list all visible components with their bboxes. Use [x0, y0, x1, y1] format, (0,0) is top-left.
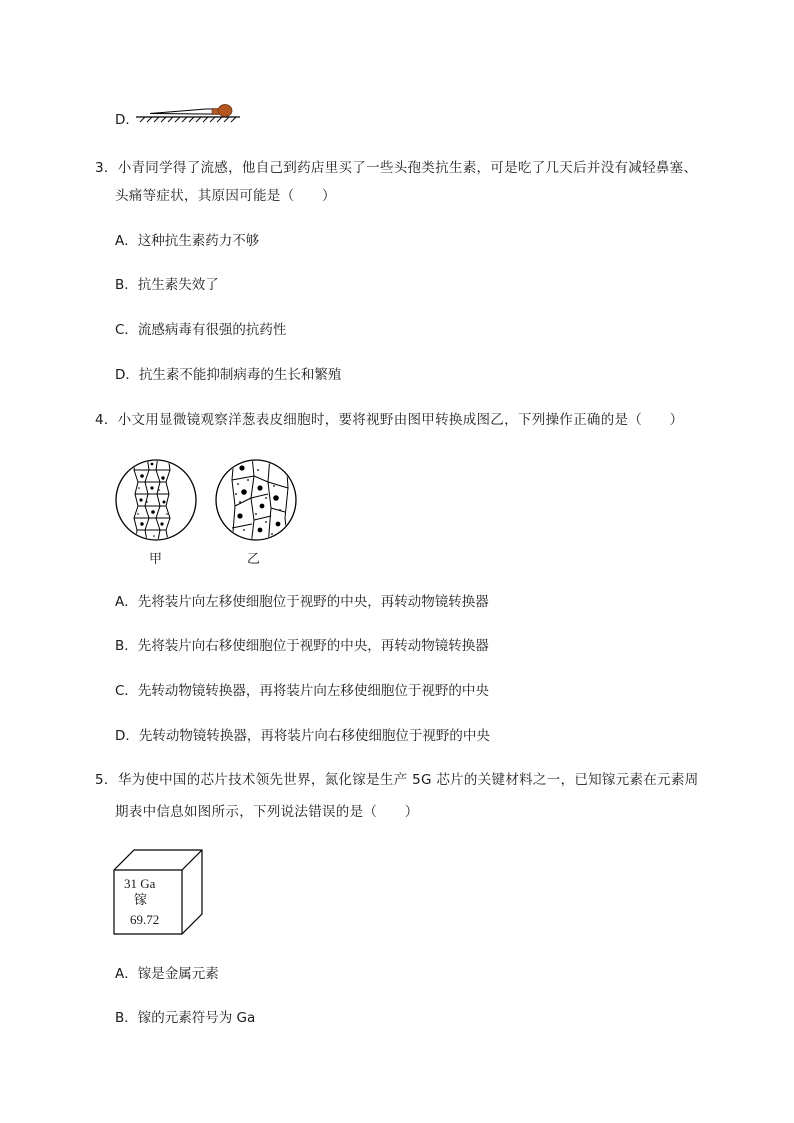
caption-yi: 乙: [247, 552, 261, 567]
q5-option-b: B．镓的元素符号为 Ga: [115, 1010, 256, 1026]
dropper-lying-illustration: [136, 100, 242, 126]
q4-option-c: C．先转动物镜转换器，再将装片向左移使细胞位于视野的中央: [115, 683, 489, 699]
q3-stem-line1: 3．小青同学得了流感，他自己到药店里买了一些头孢类抗生素，可是吃了几天后并没有减轻鼻塞、: [95, 160, 698, 176]
microscope-view-yi: [214, 458, 298, 542]
q3-option-a: A．这种抗生素药力不够: [115, 233, 260, 249]
q3-option-c: C．流感病毒有很强的抗药性: [115, 322, 287, 338]
q5-stem-line2: 期表中信息如图所示，下列说法错误的是（ ）: [115, 804, 419, 820]
q4-option-d: D．先转动物镜转换器，再将装片向右移使细胞位于视野的中央: [115, 728, 490, 744]
caption-jia: 甲: [149, 552, 163, 567]
q4-option-b: B．先将装片向右移使细胞位于视野的中央，再转动物镜转换器: [115, 638, 489, 654]
q3-option-b: B．抗生素失效了: [115, 277, 219, 293]
dropper-glass-tube: [150, 109, 214, 114]
view-circle: [116, 460, 196, 540]
view-circle: [216, 460, 296, 540]
q2-option-d-label: D．: [115, 112, 139, 128]
q5-stem-line1: 5．华为使中国的芯片技术领先世界，氮化镓是生产 5G 芯片的关键材料之一，已知镓元素在元素周: [95, 772, 699, 788]
q5-option-a: A．镓是金属元素: [115, 966, 219, 982]
q4-stem: 4．小文用显微镜观察洋葱表皮细胞时，要将视野由图甲转换成图乙，下列操作正确的是（ ）: [95, 412, 684, 428]
microscope-view-jia: [114, 458, 198, 542]
dropper-rubber-bulb: [218, 105, 232, 117]
q3-stem-line2: 头痛等症状，其原因可能是（ ）: [115, 188, 336, 204]
element-name: 镓: [134, 893, 148, 908]
element-number-symbol: 31 Ga: [124, 876, 156, 891]
ground-hatching: [140, 117, 236, 122]
q4-option-a: A．先将装片向左移使细胞位于视野的中央，再转动物镜转换器: [115, 594, 489, 610]
q3-option-d: D．抗生素不能抑制病毒的生长和繁殖: [115, 367, 342, 383]
element-atomic-mass: 69.72: [130, 912, 160, 927]
